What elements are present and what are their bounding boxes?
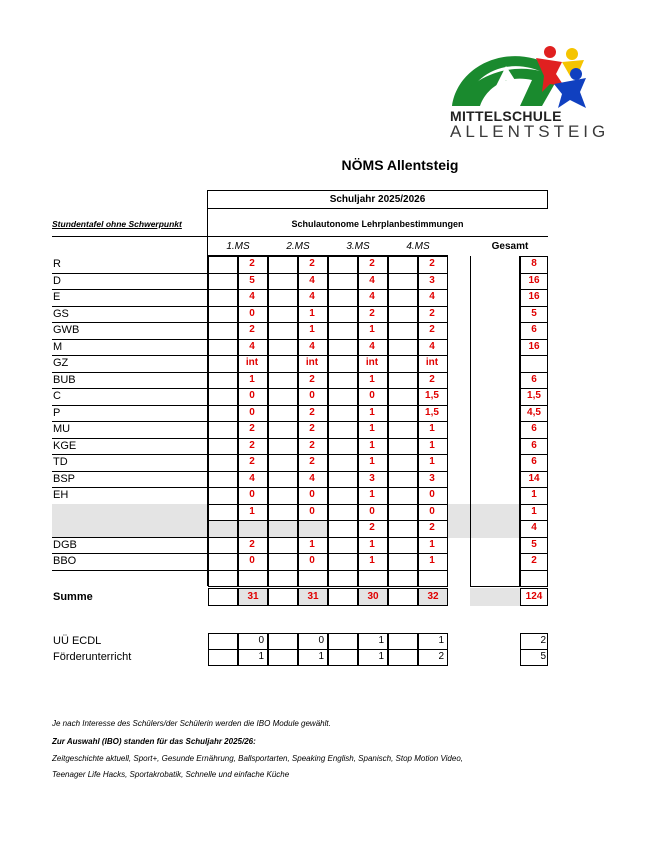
- row-label: M: [53, 340, 63, 353]
- cell-value: 2: [249, 439, 255, 451]
- row-total: 2: [531, 555, 537, 566]
- total-header: Gesamt: [491, 241, 529, 252]
- cell-value: 4: [309, 340, 315, 352]
- extra-value: 1: [318, 651, 324, 662]
- cell-value: 2: [429, 324, 435, 335]
- cell-value: 0: [309, 555, 315, 566]
- row-label: R: [53, 258, 61, 270]
- cell-value: 5: [249, 274, 255, 286]
- col-header-3: 3.MS: [346, 241, 370, 252]
- row-total: 1: [531, 489, 537, 500]
- cell-value: int: [305, 357, 319, 368]
- cell-value: 2: [249, 538, 255, 550]
- row-total: 5: [531, 307, 537, 319]
- cell-value: 1: [429, 538, 435, 550]
- note-line4: Teenager Life Hacks, Sportakrobatik, Schnelle und einfache Küche: [52, 770, 290, 779]
- row-total: 4: [531, 522, 537, 533]
- cell-value: 2: [429, 307, 435, 319]
- school-logo: [450, 44, 610, 141]
- extra-label: UÜ ECDL: [53, 635, 102, 647]
- cell-value: 4: [369, 274, 375, 286]
- cell-value: 0: [309, 489, 315, 500]
- row-total: 6: [531, 439, 537, 451]
- col-header-4: 4.MS: [406, 241, 430, 252]
- row-total: 8: [531, 258, 537, 269]
- row-total: 6: [531, 324, 537, 335]
- logo-line2: ALLENTSTEIG: [450, 122, 610, 141]
- extra-value: 1: [438, 635, 444, 646]
- cell-value: 1: [309, 538, 315, 550]
- extra-label: Förderunterricht: [53, 651, 132, 663]
- sum-value: 32: [427, 591, 439, 602]
- cell-value: 2: [369, 522, 375, 533]
- left-header: Stundentafel ohne Schwerpunkt: [52, 219, 182, 229]
- row-label: BSP: [53, 472, 76, 485]
- cell-value: 2: [249, 324, 255, 335]
- extra-value: 1: [378, 635, 384, 646]
- cell-value: 4: [369, 340, 375, 352]
- cell-value: 4: [249, 291, 255, 302]
- cell-value: 2: [309, 406, 315, 418]
- extra-total: 2: [540, 635, 546, 646]
- cell-value: 4: [309, 291, 315, 302]
- cell-value: 1: [429, 439, 435, 451]
- row-label: E: [53, 291, 61, 303]
- cell-value: 0: [249, 489, 255, 500]
- col-header-2: 2.MS: [286, 241, 310, 252]
- extra-total: 5: [540, 651, 546, 662]
- cell-value: 1: [429, 456, 435, 467]
- note-line3: Zeitgeschichte aktuell, Sport+, Gesunde Ernährung, Ballsportarten, Speaking English, Spanisch, Stop Motion Video,: [52, 754, 463, 763]
- cell-value: 4: [249, 340, 255, 352]
- row-label: BBO: [53, 555, 77, 567]
- cell-value: 1: [249, 505, 255, 517]
- cell-value: 0: [369, 505, 375, 517]
- cell-value: 4: [249, 472, 255, 484]
- cell-value: 2: [429, 258, 435, 269]
- cell-value: 0: [249, 406, 255, 418]
- logo-graphic: [450, 44, 590, 114]
- row-label: GZ: [53, 357, 69, 369]
- page-title: NÖMS Allentsteig: [341, 157, 459, 173]
- sum-total: 124: [525, 591, 543, 602]
- row-total: 16: [528, 340, 540, 352]
- row-total: 1: [531, 505, 537, 517]
- row-label: D: [53, 274, 61, 287]
- row-total: 14: [528, 472, 540, 484]
- cell-value: 2: [429, 373, 435, 385]
- row-label: C: [53, 390, 61, 402]
- cell-value: 2: [369, 307, 375, 319]
- extra-value: 0: [318, 635, 324, 646]
- sub-header: Schulautonome Lehrplanbestimmungen: [291, 219, 464, 229]
- cell-value: 2: [249, 258, 255, 269]
- row-label: TD: [53, 456, 68, 468]
- cell-value: 0: [249, 307, 255, 319]
- row-total: 6: [531, 456, 537, 467]
- cell-value: 0: [309, 390, 315, 401]
- row-label: BUB: [53, 373, 76, 386]
- cell-value: 1: [369, 555, 375, 566]
- row-total: 6: [531, 423, 537, 434]
- sum-label: Summe: [53, 591, 93, 603]
- cell-value: 2: [309, 258, 315, 269]
- col-header-1: 1.MS: [226, 241, 250, 252]
- cell-value: 1: [369, 456, 375, 467]
- extra-value: 0: [258, 635, 264, 646]
- row-total: 6: [531, 373, 537, 385]
- cell-value: 2: [309, 439, 315, 451]
- extra-value: 1: [378, 651, 384, 662]
- cell-value: 4: [369, 291, 375, 302]
- cell-value: 2: [249, 423, 255, 434]
- cell-value: 1: [369, 373, 375, 385]
- row-label: GS: [53, 307, 69, 320]
- cell-value: 0: [429, 489, 435, 500]
- cell-value: 1,5: [425, 390, 439, 401]
- cell-value: 1,5: [425, 406, 439, 418]
- cell-value: 0: [249, 555, 255, 566]
- cell-value: 3: [429, 472, 435, 484]
- cell-value: 1: [309, 324, 315, 335]
- row-total: 5: [531, 538, 537, 550]
- row-total: 16: [528, 291, 540, 302]
- cell-value: 2: [249, 456, 255, 467]
- cell-value: 1: [249, 373, 255, 385]
- cell-value: int: [365, 357, 379, 368]
- row-label: EH: [53, 489, 69, 501]
- cell-value: 0: [429, 505, 435, 517]
- cell-value: 1: [429, 423, 435, 434]
- row-total: 1,5: [527, 390, 541, 401]
- cell-value: 0: [309, 505, 315, 517]
- row-label: DGB: [53, 538, 77, 551]
- cell-value: int: [245, 357, 259, 368]
- cell-value: 1: [369, 538, 375, 550]
- year-header: Schuljahr 2025/2026: [329, 194, 426, 205]
- cell-value: 2: [309, 456, 315, 467]
- cell-value: 0: [249, 390, 255, 401]
- row-label: MU: [53, 423, 71, 435]
- logo-line1: MITTELSCHULE: [450, 108, 562, 124]
- cell-value: 3: [369, 472, 375, 484]
- row-label: GWB: [53, 324, 80, 336]
- cell-value: 2: [429, 522, 435, 533]
- cell-value: int: [425, 357, 439, 368]
- cell-value: 2: [369, 258, 375, 269]
- cell-value: 4: [429, 291, 435, 302]
- cell-value: 1: [369, 406, 375, 418]
- row-label: KGE: [53, 439, 77, 452]
- sum-value: 30: [367, 591, 379, 602]
- cell-value: 3: [429, 274, 435, 286]
- cell-value: 4: [309, 274, 315, 286]
- sum-value: 31: [307, 591, 319, 602]
- cell-value: 1: [369, 439, 375, 451]
- row-total: 16: [528, 274, 540, 286]
- note-line2: Zur Auswahl (IBO) standen für das Schuljahr 2025/26:: [52, 737, 256, 746]
- cell-value: 2: [309, 423, 315, 434]
- cell-value: 0: [369, 390, 375, 401]
- sum-value: 31: [247, 591, 259, 602]
- note-line1: Je nach Interesse des Schülers/der Schülerin werden die IBO Module gewählt.: [52, 719, 331, 728]
- cell-value: 1: [369, 324, 375, 335]
- extra-value: 2: [438, 651, 444, 662]
- row-total: 4,5: [527, 406, 541, 418]
- cell-value: 2: [309, 373, 315, 385]
- cell-value: 1: [369, 423, 375, 434]
- cell-value: 4: [309, 472, 315, 484]
- cell-value: 1: [309, 307, 315, 319]
- extra-value: 1: [258, 651, 264, 662]
- cell-value: 1: [369, 489, 375, 500]
- row-label: P: [53, 406, 61, 419]
- cell-value: 4: [429, 340, 435, 352]
- cell-value: 1: [429, 555, 435, 566]
